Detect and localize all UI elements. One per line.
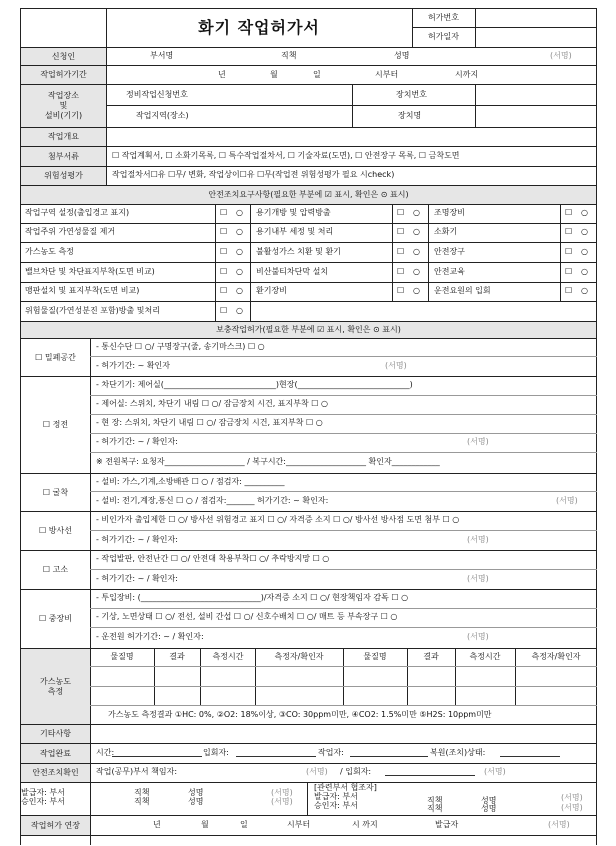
safety-confirm[interactable]: ○ [581, 227, 588, 236]
permit-date-label: 허가일자 [428, 32, 459, 41]
other-label: 기타사항 [21, 725, 90, 743]
confined-line-2: - 허가기간: ~ 확인자 [96, 361, 171, 370]
safety-item: 환기장비 [256, 286, 287, 295]
related-approver-position: 직책 [427, 804, 443, 813]
related-issuer-name: 성명 [481, 796, 497, 805]
confirm-witness: / 입회자: [340, 767, 372, 776]
overview-label: 작업개요 [21, 128, 106, 146]
power-line-3: - 현 장: 스위치, 차단기 내림 ☐ ○/ 잠금장치 시건, 표지부착 ☐ ○ [96, 418, 323, 427]
heavy-line-1: - 투입장비: (______________________________)/자격증 소지 ☐ ○/ 현장책임자 감독 ☐ ○ [96, 593, 409, 602]
safety-item: 불활성가스 치환 및 환기 [256, 247, 341, 256]
heavy-line-2: - 기상, 노면상태 ☐ ○/ 전선, 설비 간섭 ☐ ○/ 신호수배치 ☐ ○/ 매트 등 부속장구 ☐ ○ [96, 612, 398, 621]
power-label[interactable]: ☐ 정전 [42, 420, 69, 429]
safety-check[interactable]: ☐ [565, 247, 573, 256]
excavation-line-2: - 설비: 전기,계장,통신 ☐ ○ / 점검자:_______ 허가기간: ~ 확인자: [96, 496, 329, 505]
related-issuer-position: 직책 [427, 796, 443, 805]
extension-until: 시 까지 [352, 820, 378, 829]
safety-check[interactable]: ☐ [397, 286, 405, 295]
approver-sign: (서명) [271, 797, 293, 806]
safety-item: 안전교육 [434, 267, 465, 276]
complete-label: 작업완료 [21, 744, 90, 763]
extension-sign: (서명) [548, 820, 570, 829]
safety-check[interactable]: ☐ [565, 227, 573, 236]
applicant-dept: 부서명 [150, 51, 174, 60]
gas-col-header: 결과 [423, 652, 439, 661]
height-work-label[interactable]: ☐ 고소 [42, 565, 69, 574]
gas-result: 가스농도 측정결과 ①HC: 0%, ②O2: 18%이상, ③CO: 30ppm미만, ④CO2: 1.5%미만 ⑤H2S: 10ppm미만 [108, 710, 492, 719]
safety-confirm[interactable]: ○ [236, 286, 243, 295]
related-issuer-dept: 발급자: 부서 [314, 792, 358, 801]
safety-confirm[interactable]: ○ [236, 208, 243, 217]
related-approver-sign: (서명) [561, 803, 583, 812]
period-until: 시까지 [455, 70, 479, 79]
gas-label [21, 649, 90, 724]
supp-header: 보충작업허가(필요한 부분에 ☑ 표시, 확인은 ⊙ 표시) [21, 322, 596, 338]
complete-time: 시간: [96, 748, 115, 757]
power-line-5: ※ 전원복구: 요청자____________________ / 복구시간:____________________ 확인자____________ [96, 457, 440, 466]
power-sign: (서명) [467, 437, 489, 446]
safety-confirm[interactable]: ○ [581, 208, 588, 217]
equip-name-label: 장치명 [398, 111, 422, 120]
extension-from: 시부터 [287, 820, 311, 829]
safety-confirm[interactable]: ○ [581, 267, 588, 276]
safety-item: 작업주위 가연성물질 제거 [25, 227, 116, 236]
request-no-label: 정비작업신청번호 [126, 90, 188, 99]
permit-no-input[interactable] [476, 9, 595, 26]
safety-confirm[interactable]: ○ [581, 247, 588, 256]
related-approver-name: 성명 [481, 804, 497, 813]
height-sign: (서명) [467, 574, 489, 583]
safety-confirm[interactable]: ○ [413, 286, 420, 295]
safety-check[interactable]: ☐ [565, 286, 573, 295]
height-line-2: - 허가기간: ~ / 확인자: [96, 574, 178, 583]
safety-item: 비산불티차단막 설치 [256, 267, 329, 276]
radiation-sign: (서명) [467, 535, 489, 544]
gas-col-header: 측정자/확인자 [531, 652, 581, 661]
safety-check[interactable]: ☐ [397, 247, 405, 256]
excavation-sign: (서명) [556, 496, 578, 505]
applicant-sign: (서명) [550, 51, 572, 60]
heavy-line-3: - 운전원 허가기간: ~ / 확인자: [96, 632, 204, 641]
period-label: 작업허가기간 [21, 66, 106, 84]
heavy-sign: (서명) [467, 632, 489, 641]
period-day: 일 [313, 70, 321, 79]
safety-check[interactable]: ☐ [220, 267, 228, 276]
radiation-line-1: - 비인가자 출입제한 ☐ ○/ 방사선 위험경고 표지 ☐ ○/ 자격증 소지 ☐ ○/ 방사선 방사점 도면 첨부 ☐ ○ [96, 515, 460, 524]
page-title: 화기 작업허가서 [198, 17, 320, 37]
confirm-sign: (서명) [306, 767, 328, 776]
extension-issuer: 발급자 [435, 820, 459, 829]
safety-check[interactable]: ☐ [220, 286, 228, 295]
safety-item: 작업구역 설정(출입경고 표지) [25, 208, 130, 217]
safety-item: 용기내부 세정 및 처리 [256, 227, 334, 236]
safety-confirm[interactable]: ○ [236, 247, 243, 256]
period-month: 월 [270, 70, 278, 79]
safety-check[interactable]: ☐ [220, 208, 228, 217]
place-label [21, 85, 106, 127]
complete-restore-line[interactable] [500, 748, 560, 757]
applicant-position: 직책 [281, 51, 297, 60]
safety-check[interactable]: ☐ [397, 267, 405, 276]
safety-item: 맹판설치 및 표지부착(도면 비교) [25, 286, 140, 295]
safety-item: 가스농도 측정 [25, 247, 74, 256]
safety-confirm[interactable]: ○ [413, 247, 420, 256]
confirm-witness-line[interactable] [385, 767, 475, 776]
safety-confirm[interactable]: ○ [413, 267, 420, 276]
confirm-sign-2: (서명) [484, 767, 506, 776]
approver-name: 성명 [188, 797, 204, 806]
place-label-2: 및 [59, 101, 68, 110]
overview-input[interactable] [107, 128, 595, 145]
gas-label-1: 가스농도 [40, 676, 71, 686]
height-line-1: - 작업발판, 안전난간 ☐ ○/ 안전대 착용부착☐ ○/ 추락방지망 ☐ ○ [96, 554, 330, 563]
power-line-2: - 제어실: 스위치, 차단기 내림 ☐ ○/ 잠금장치 시건, 표지부착 ☐ ○ [96, 399, 328, 408]
place-label-1: 작업장소 [48, 91, 79, 100]
approver-left [21, 783, 306, 815]
issuer-dept: 발급자: 부서 [21, 788, 65, 797]
gas-col-header: 결과 [169, 652, 185, 661]
gas-col-header: 물질명 [363, 652, 387, 661]
safety-check[interactable]: ☐ [565, 267, 573, 276]
confirm-label: 안전조치확인 [21, 764, 90, 782]
radiation-line-2: - 허가기간: ~ / 확인자: [96, 535, 178, 544]
gas-col-header: 측정시간 [212, 652, 244, 661]
gas-col-header: 물질명 [110, 652, 134, 661]
safety-item: 조명장비 [434, 208, 465, 217]
work-area-label: 작업지역(장소) [136, 111, 189, 120]
approver-right [309, 783, 596, 815]
confirm-text: 작업(공무)부서 책임자: [96, 767, 178, 776]
safety-item: 용기개방 및 압력방출 [256, 208, 331, 217]
confined-label[interactable]: ☐ 밀폐공간 [35, 352, 76, 362]
equip-no-label: 장치번호 [396, 90, 427, 99]
safety-confirm[interactable]: ○ [413, 227, 420, 236]
safety-check[interactable]: ☐ [220, 227, 228, 236]
complete-restore: 복원(조치)상태: [430, 748, 486, 757]
related-approver-dept: 승인자: 부서 [314, 801, 358, 810]
safety-item: 안전장구 [434, 247, 465, 256]
safety-check[interactable]: ☐ [397, 227, 405, 236]
safety-check[interactable]: ☐ [397, 208, 405, 217]
extension-label: 작업허가 연장 [21, 816, 90, 835]
gas-col-header: 측정시간 [469, 652, 501, 661]
safety-check[interactable]: ☐ [220, 306, 228, 315]
gas-col-header: 측정자/확인자 [274, 652, 324, 661]
excavation-label[interactable]: ☐ 굴착 [42, 487, 69, 497]
safety-confirm[interactable]: ○ [413, 208, 420, 217]
excavation-line-1: - 설비: 가스,기계,소방배관 ☐ ○ / 점검자: __________ [96, 477, 285, 486]
complete-witness-line[interactable] [236, 748, 316, 757]
issuer-name: 성명 [188, 788, 204, 797]
safety-confirm[interactable]: ○ [581, 286, 588, 295]
place-label-3: 설비(기기) [44, 111, 83, 120]
safety-confirm[interactable]: ○ [236, 306, 243, 315]
permit-no-label: 허가번호 [428, 12, 459, 22]
complete-witness: 입회자: [203, 748, 229, 757]
heavy-equip-label[interactable]: ☐ 중장비 [39, 614, 72, 623]
approver-position: 직책 [134, 797, 150, 806]
safety-item: 운전요원의 입회 [434, 286, 491, 295]
safety-check[interactable]: ☐ [220, 247, 228, 256]
power-line-4: - 허가기간: ~ / 확인자: [96, 437, 178, 446]
safety-item: 밸브차단 및 차단표지부착(도면 비교) [25, 267, 155, 276]
related-issuer-sign: (서명) [561, 793, 583, 802]
period-from: 시부터 [375, 70, 399, 79]
extension-year: 년 [153, 820, 161, 829]
related-dept-title: [관련부서 협조자] [314, 783, 377, 792]
safety-item: 소화기 [434, 227, 458, 236]
safety-item: 위험물질(가연성분진 포함)방출 및처리 [25, 306, 160, 315]
radiation-label[interactable]: ☐ 방사선 [39, 526, 72, 535]
period-year: 년 [218, 70, 226, 79]
issuer-position: 직책 [134, 788, 150, 797]
complete-worker: 작업자: [318, 748, 344, 757]
confined-line-1: - 통신수단 ☐ ○/ 구명장구(줄, 송기마스크) ☐ ○ [96, 342, 265, 351]
applicant-label: 신청인 [21, 48, 106, 65]
issuer-sign: (서명) [271, 788, 293, 797]
complete-time-line[interactable] [112, 748, 202, 757]
safety-check[interactable]: ☐ [565, 208, 573, 217]
confined-sign: (서명) [385, 361, 407, 370]
complete-worker-line[interactable] [350, 748, 428, 757]
gas-label-2: 측정 [47, 686, 64, 696]
extension-day: 일 [240, 820, 248, 829]
power-line-1: - 차단기기: 제어실(____________________________)현장(____________________________) [96, 380, 413, 389]
risk-options[interactable]: 작업절차서☐유 ☐무/ 변화, 작업상이☐유 ☐무(작업전 위험성평가 필요 시check) [112, 170, 395, 179]
approver-dept: 승인자: 부서 [21, 797, 65, 806]
safety-confirm[interactable]: ○ [236, 227, 243, 236]
extension-month: 월 [201, 820, 209, 829]
permit-date-input[interactable] [476, 28, 595, 46]
applicant-name: 성명 [394, 51, 410, 60]
risk-label: 위험성평가 [21, 167, 106, 185]
attach-options[interactable]: ☐ 작업계획서, ☐ 소화기목록, ☐ 특수작업절차서, ☐ 기술자료(도면), ☐ 안전장구 목록, ☐ 금착도면 [112, 151, 460, 160]
safety-header: 안전조치요구사항(필요한 부분에 ☑ 표시, 확인은 ⊙ 표시) [21, 186, 596, 204]
attach-label: 첨부서류 [21, 147, 106, 166]
safety-confirm[interactable]: ○ [236, 267, 243, 276]
